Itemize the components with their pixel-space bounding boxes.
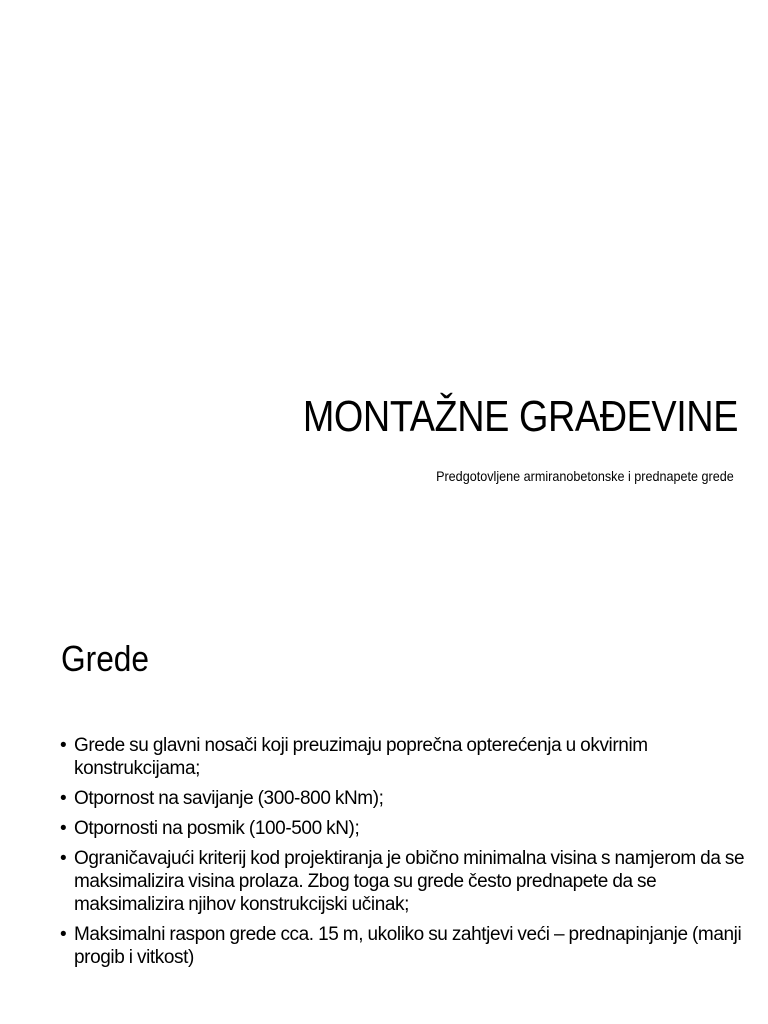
bullet-item (60, 923, 760, 969)
bullet-item (60, 817, 760, 840)
bullet-list (60, 734, 760, 976)
bullet-text: Ograničavajući kriterij kod projektiranja je obično minimalna visina s namjerom da se maksimalizira visina prolaza. Zbog toga su grede često prednapete da se maksimalizira njihov konstrukcijski učinak; (74, 848, 745, 915)
bullet-text: Otpornost na savijanje (300-800 kNm); (74, 788, 384, 809)
bullet-text: Otpornosti na posmik (100-500 kN); (74, 818, 360, 839)
bullet-icon: • (60, 924, 67, 945)
bullet-item (60, 847, 760, 916)
bullet-text: Grede su glavni nosači koji preuzimaju poprečna opterećenja u okvirnim konstrukcijama; (74, 735, 648, 779)
bullet-item (60, 734, 760, 780)
slide-title: MONTAŽNE GRAĐEVINE (302, 392, 738, 441)
content-slide (0, 576, 768, 1024)
bullet-text: Maksimalni raspon grede cca. 15 m, ukoliko su zahtjevi veći – prednapinjanje (manji progib i vitkost) (74, 924, 742, 968)
bullet-icon: • (60, 735, 67, 756)
bullet-icon: • (60, 818, 67, 839)
bullet-item (60, 787, 760, 810)
bullet-icon: • (60, 848, 67, 869)
bullet-icon: • (60, 788, 67, 809)
slide-heading: Grede (61, 638, 150, 679)
slide-subtitle: Predgotovljene armiranobetonske i prednapete grede (436, 468, 734, 484)
